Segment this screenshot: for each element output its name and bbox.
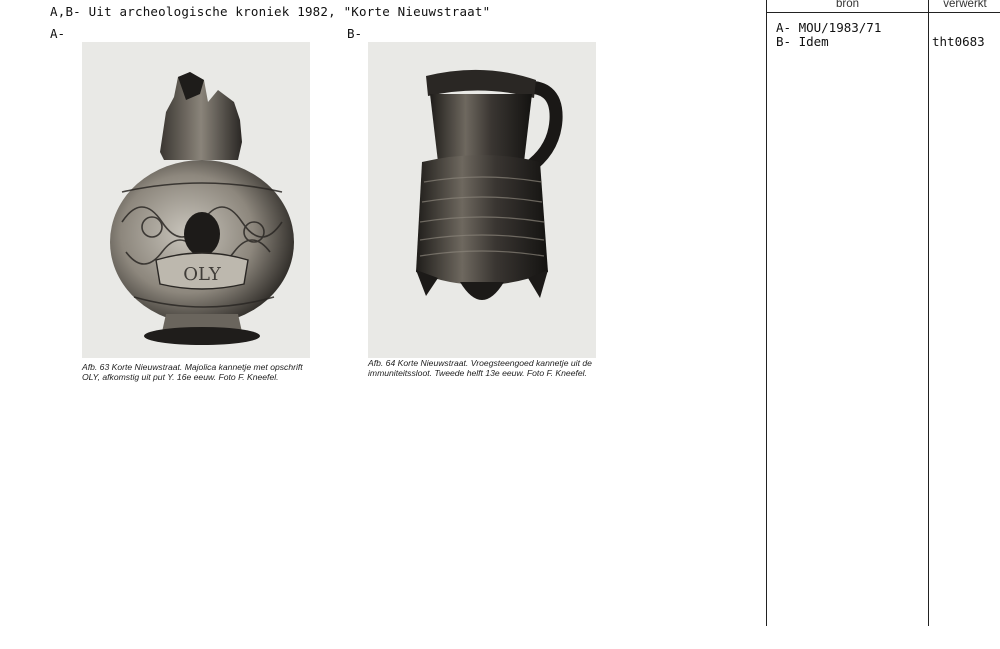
document-heading: A,B- Uit archeologische kroniek 1982, "Korte Nieuwstraat": [50, 4, 491, 19]
table-row-b-bron: B- Idem: [776, 34, 829, 49]
majolica-jug-image: [82, 42, 310, 358]
column-header-bron: bron: [835, 0, 860, 10]
figure-b-photo: [368, 42, 596, 358]
table-header-rule: [767, 12, 1000, 13]
table-left-border: [766, 0, 767, 626]
table-column-divider: [928, 0, 929, 626]
figure-a-label: A-: [50, 26, 66, 41]
column-header-verwerkt: verwerkt: [943, 0, 987, 10]
figure-a-caption: Afb. 63 Korte Nieuwstraat. Majolica kannetje met opschrift OLY, afkomstig uit put Y. 16e eeuw. Foto F. Kneefel.: [82, 362, 303, 383]
table-row-b-verwerkt: tht0683: [932, 34, 985, 49]
figure-b-caption: Afb. 64 Korte Nieuwstraat. Vroegsteengoed kannetje uit de immuniteitssloot. Tweede helft 13e eeuw. Foto F. Kneefel.: [368, 358, 592, 379]
jug-inscription: OLY: [183, 264, 221, 285]
stoneware-jug-image: [368, 42, 596, 358]
figure-b-label: B-: [347, 26, 363, 41]
table-row-a-bron: A- MOU/1983/71: [776, 20, 882, 35]
figure-a-photo: [82, 42, 310, 358]
